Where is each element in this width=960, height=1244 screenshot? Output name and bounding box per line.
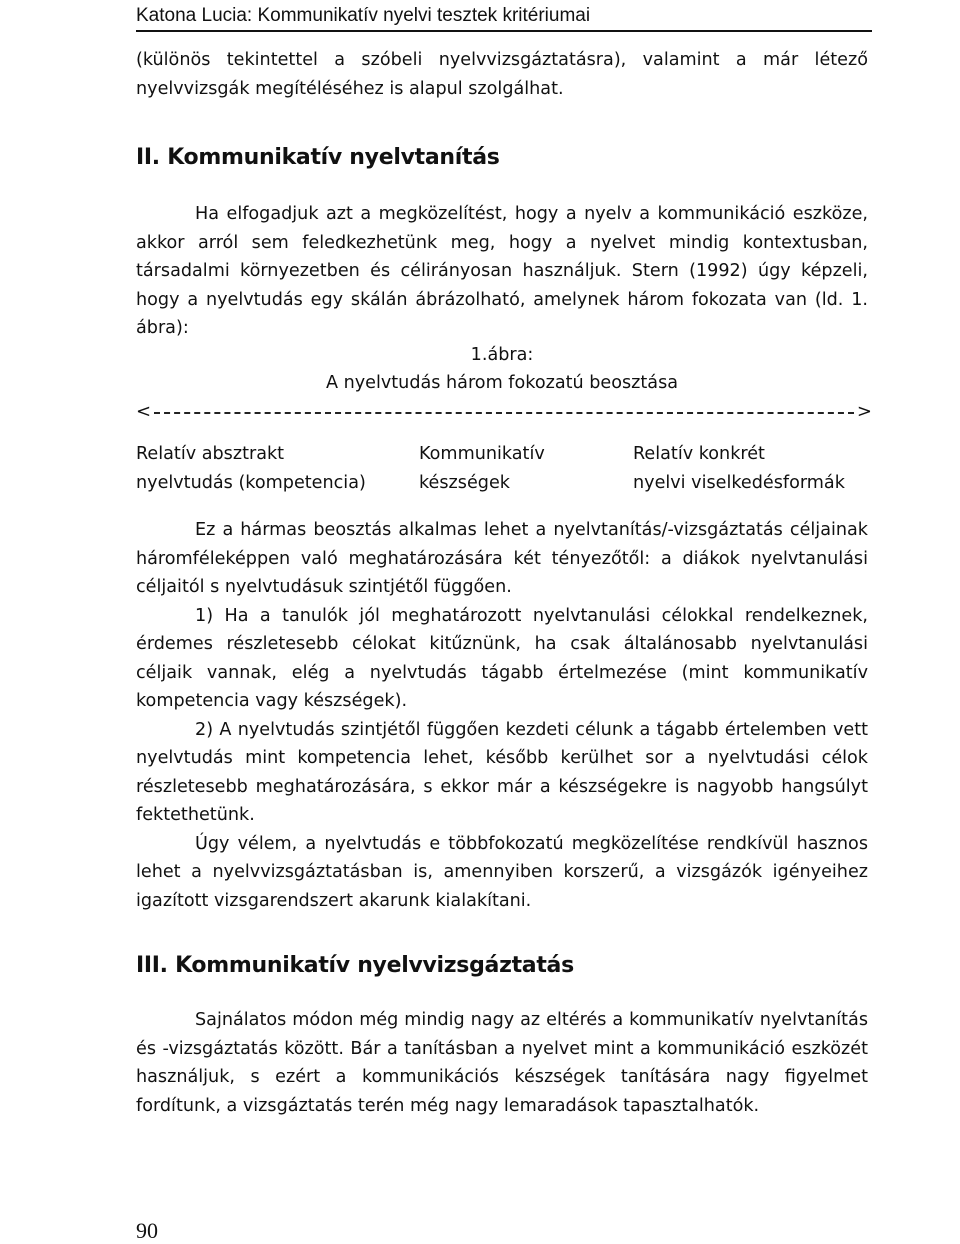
page-number: 90 [136, 1218, 158, 1243]
section-2-heading: II. Kommunikatív nyelvtanítás [136, 145, 500, 170]
section-2-body-block [136, 516, 868, 915]
scale-level-communicative-line1: Kommunikatív [419, 444, 545, 464]
scale-dashed-line [154, 412, 854, 414]
scale-level-abstract-line1: Relatív absztrakt [136, 444, 285, 464]
scale-level-abstract [136, 440, 366, 497]
scale-level-communicative-line2: készségek [419, 472, 510, 493]
scale-arrow-right: > [856, 401, 872, 422]
scale-level-concrete-line2: nyelvi viselkedésformák [633, 472, 845, 493]
section-2-paragraph-2: Ez a hármas beosztás alkalmas lehet a nyelvtanítás/-vizsgáztatás céljainak háromféleképpen való meghatározására két tényezőtől: a diákok nyelvtanulási céljaitól s nyelvtudásuk szintjétől függően. [136, 520, 868, 597]
scale-level-concrete-line1: Relatív konkrét [633, 444, 765, 464]
section-2-intro-block [136, 200, 868, 343]
section-3-heading: III. Kommunikatív nyelvvizsgáztatás [136, 953, 574, 978]
section-3-body-block [136, 1006, 868, 1120]
scale-level-communicative [419, 440, 545, 497]
section-2-paragraph-1: Ha elfogadjuk azt a megközelítést, hogy a nyelv a kommunikáció eszköze, akkor arról sem feledkezhetünk meg, hogy a nyelvet mindig kontextusban, társadalmi környezetben és célirányosan használjuk. Stern (1992) úgy képzeli, hogy a nyelvtudás egy skálán ábrázolható, amelynek három fokozata van (ld. 1. ábra): [136, 204, 868, 338]
running-header: Katona Lucia: Kommunikatív nyelvi tesztek kritériumai [136, 4, 872, 32]
figure-title: A nyelvtudás három fokozatú beosztása [325, 373, 679, 393]
intro-paragraph-block [136, 46, 868, 103]
intro-paragraph: (különös tekintettel a szóbeli nyelvvizsgáztatásra), valamint a már létező nyelvvizsgák megítéléséhez is alapul szolgálhat. [136, 50, 868, 99]
section-2-paragraph-5: Úgy vélem, a nyelvtudás e többfokozatú megközelítése rendkívül hasznos lehet a nyelvvizsgáztatásban is, amennyiben korszerű, a vizsgázók igényeihez igazított vizsgarendszert akarunk kialakítani. [136, 833, 868, 911]
section-2-paragraph-3: 1) Ha a tanulók jól meghatározott nyelvtanulási célokkal rendelkeznek, érdemes részletesebb célokat kitűznünk, ha csak általánosabb nyelvtanulási céljaik vannak, elég a nyelvtudás tágabb értelmezése (mint kommunikatív kompetencia vagy készségek). [136, 605, 868, 711]
section-3-paragraph-1: Sajnálatos módon még mindig nagy az eltérés a kommunikatív nyelvtanítás és -vizsgáztatás között. Bár a tanításban a nyelvet mint a kommunikáció eszközét használjuk, s ezért a kommunikációs készségek tanítására nagy figyelmet fordítunk, a vizsgáztatás terén még nagy lemaradások tapasztalhatók. [136, 1010, 868, 1116]
section-2-paragraph-4: 2) A nyelvtudás szintjétől függően kezdeti célunk a tágabb értelemben vett nyelvtudás mint kompetencia lehet, később kerülhet sor a nyelvtudási célok részletesebb meghatározására, s ekkor már a készségekre is nagyobb hangsúlyt fektethetünk. [136, 719, 868, 825]
scale-level-concrete [633, 440, 845, 497]
scale-arrow-left: < [136, 401, 152, 422]
figure-label: 1.ábra: [470, 345, 534, 365]
scale-level-abstract-line2: nyelvtudás (kompetencia) [136, 472, 366, 493]
scale-arrow [136, 398, 872, 426]
